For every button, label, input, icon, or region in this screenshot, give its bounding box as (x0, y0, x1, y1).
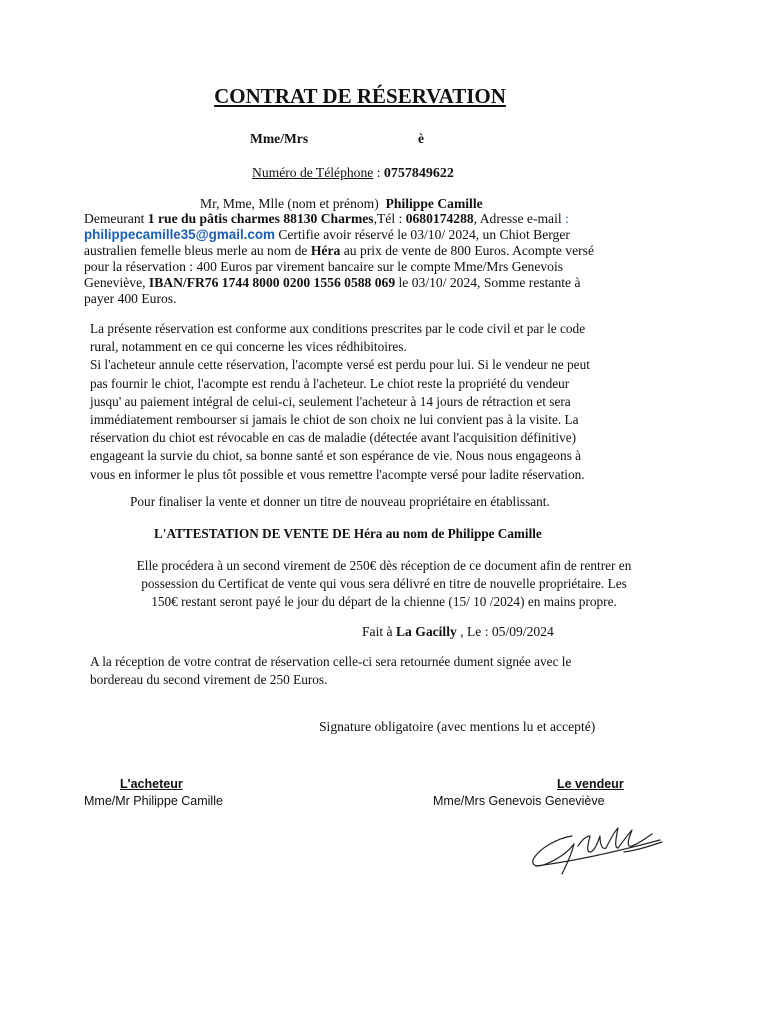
buyer-name-label: Mr, Mme, Mlle (nom et prénom) (200, 196, 379, 211)
signature-note: Signature obligatoire (avec mentions lu et accepté) (319, 719, 596, 734)
conditions-line: jusqu' au paiement intégral de celui-ci, seulement l'acheteur à 14 jours de rétraction et sera (90, 393, 571, 409)
second-payment-line: 150€ restant seront payé le jour du départ de la chienne (15/ 10 /2024) en mains propre. (151, 594, 617, 610)
mme-value: è (418, 131, 425, 146)
conditions-line: engageant la survie du chiot, sa bonne santé et son espérance de vie. Nous nous engageons à (90, 448, 582, 464)
address-line-3 (84, 243, 684, 259)
phone-separator: : (373, 165, 384, 180)
price-text: au prix de vente de 800 Euros. Acompte versé (340, 243, 594, 258)
tel-label: ,Tél : (373, 211, 406, 226)
email-label: , Adresse e-mail (473, 211, 566, 226)
reception-paragraph (90, 653, 690, 689)
attestation-middle: au nom de (382, 526, 448, 541)
seller-firstname: Geneviève, (84, 275, 149, 290)
seller-signature-image (528, 822, 668, 884)
iban: IBAN/FR76 1744 8000 0200 1556 0588 069 (148, 275, 396, 290)
reception-line: bordereau du second virement de 250 Euros. (90, 672, 328, 688)
seller-heading: Le vendeur (557, 777, 624, 791)
attestation-buyer: Philippe Camille (447, 526, 542, 541)
buyer-name-line (200, 196, 483, 212)
address-line-2 (84, 227, 684, 243)
document-title: CONTRAT DE RÉSERVATION (214, 84, 506, 108)
attestation-heading (154, 526, 542, 542)
email-colon: : (565, 211, 569, 226)
buyer-name: Philippe Camille (385, 196, 483, 211)
conditions-line: réservation du chiot est révocable en cas de maladie (détectée avant l'acquisition définitive) (90, 430, 577, 446)
conditions-paragraph (90, 320, 690, 484)
conditions-line: vous en informer le plus tôt possible et vous remettre l'acompte versé pour ladite réservation. (90, 466, 585, 482)
finalize-text: Pour finaliser la vente et donner un titre de nouveau propriétaire en établissant. (130, 494, 550, 509)
phone-line (252, 165, 454, 182)
puppy-name: Héra (310, 243, 341, 258)
buyer-email-link[interactable]: philippecamille35@gmail.com (84, 227, 275, 242)
attestation-puppy: Héra (353, 526, 383, 541)
reception-line: A la réception de votre contrat de réservation celle-ci sera retournée dument signée avec le (90, 654, 572, 669)
address-block (84, 211, 684, 307)
buyer-signature-name: Mme/Mr Philippe Camille (84, 794, 223, 808)
fait-city: La Gacilly (395, 624, 457, 639)
address-line-6: payer 400 Euros. (84, 291, 177, 306)
second-payment-paragraph (90, 557, 678, 612)
buyer-tel: 0680174288 (405, 211, 474, 226)
attestation-prefix: L'ATTESTATION DE VENTE DE (154, 526, 354, 541)
second-payment-line: Elle procédera à un second virement de 250€ dès réception de ce document afin de rentrer en (136, 558, 632, 573)
address-line-1 (84, 211, 684, 227)
conditions-line: La présente réservation est conforme aux conditions prescrites par le code civil et par le code (90, 321, 586, 336)
fait-line (362, 624, 554, 640)
address-line-5 (84, 275, 684, 291)
fait-date: , Le : 05/09/2024 (456, 624, 554, 639)
buyer-address: 1 rue du pâtis charmes 88130 Charmes (147, 211, 374, 226)
conditions-line: Si l'acheteur annule cette réservation, l'acompte versé est perdu pour lui. Si le vendeur ne peut (90, 357, 590, 373)
phone-label: Numéro de Téléphone (252, 165, 374, 180)
seller-signature-name: Mme/Mrs Genevois Geneviève (433, 794, 605, 808)
remaining-text: le 03/10/ 2024, Somme restante à (395, 275, 581, 290)
buyer-heading: L'acheteur (120, 777, 183, 791)
address-text: Demeurant (84, 211, 148, 226)
conditions-line: rural, notamment en ce qui concerne les vices rédhibitoires. (90, 339, 407, 355)
puppy-text: australien femelle bleus merle au nom de (84, 243, 311, 258)
address-line-4: pour la réservation : 400 Euros par virement bancaire sur le compte Mme/Mrs Genevois (84, 259, 564, 274)
second-payment-line: possession du Certificat de vente qui vous sera délivré en titre de nouvelle propriétaire. Les (141, 576, 627, 592)
conditions-line: pas fournir le chiot, l'acompte est rendu à l'acheteur. Le chiot reste la propriété du vendeur (90, 375, 570, 391)
certify-text: Certifie avoir réservé le 03/10/ 2024, un Chiot Berger (274, 227, 570, 242)
mme-label: Mme/Mrs (250, 131, 309, 146)
fait-prefix: Fait à (362, 624, 396, 639)
conditions-line: immédiatement rembourser si jamais le chiot de son choix ne lui convient pas à la visite. La (90, 412, 579, 428)
phone-value: 0757849622 (383, 166, 454, 181)
